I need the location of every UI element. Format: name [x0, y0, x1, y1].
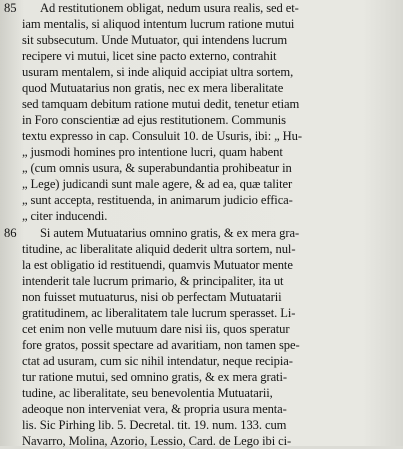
- paragraph-85-line: „ jusmodi homines pro intentione lucri, quam habent: [22, 145, 283, 159]
- paragraph-85-line: „ citer inducendi.: [22, 209, 108, 223]
- paragraph-85-line: iam mentalis, si aliquod intentum lucrum ratione mutui: [22, 17, 295, 31]
- paragraph-86-line: ctat ad usuram, cum sic nihil intendatur, neque recipia-: [22, 354, 293, 368]
- paragraph-86-line: Navarro, Molina, Azorio, Lessio, Card. de Lego ibi ci-: [22, 434, 292, 448]
- paragraph-85-line: „ (cum omnis usura, & superabundantia prohibeatur in: [22, 161, 292, 175]
- paragraph-86-line: intenderit tale lucrum primario, & principaliter, ita ut: [22, 274, 284, 288]
- paragraph-number: 85: [4, 1, 17, 15]
- paragraph-86-line: titudine, ac liberalitate aliquid dederit ultra sortem, nul-: [22, 242, 296, 256]
- paragraph-85-line: „ sunt accepta, restituenda, in animarum judicio effica-: [22, 193, 293, 207]
- paragraph-85-line: recipere vi mutui, licet sine pacto externo, contrahit: [22, 49, 277, 63]
- paragraph-85-line: textu expresso in cap. Consuluit 10. de Usuris, ibi: „ Hu-: [22, 129, 302, 143]
- paragraph-85-line: sed tamquam debitum ratione mutui dedit, tenetur etiam: [22, 97, 300, 111]
- paragraph-86-line: fore gratos, possit spectare ad avaritiam, non tamen spe-: [22, 338, 300, 352]
- paragraph-86-line: la est obligatio id restituendi, quamvis Mutuator mente: [22, 258, 293, 272]
- paragraph-85-line: „ Lege) judicandi sunt male agere, & ad ea, quæ taliter: [22, 177, 293, 191]
- paragraph-85-line: in Foro conscientiæ ad ejus restitutionem. Communis: [22, 113, 286, 127]
- paragraph-86-line: lis. Sic Pirhing lib. 5. Decretal. tit. 19. num. 133. cum: [22, 418, 287, 432]
- paragraph-86-line: tur ratione mutui, sed omnino gratis, & ex mera grati-: [22, 370, 287, 384]
- paragraph-85-line: 85 Ad restitutionem obligat, nedum usura realis, sed et-: [4, 1, 299, 15]
- paragraph-85-line: quod Mutuatarius non gratis, nec ex mera liberalitate: [22, 81, 284, 95]
- paragraph-86-line: non fuisset mutuaturus, nisi ob perfectam Mutuatarii: [22, 290, 282, 304]
- paragraph-86-line: gratitudinem, ac liberalitatem tale lucrum sperasset. Li-: [22, 306, 296, 320]
- paragraph-86-line: cet enim non velle mutuum dare nisi iis, quos speratur: [22, 322, 290, 336]
- paragraph-85-line: usuram mentalem, si inde aliquid accipiat ultra sortem,: [22, 65, 294, 79]
- paragraph-number: 86: [4, 226, 17, 240]
- paragraph-86-line: adeoque non interveniat vera, & propria usura menta-: [22, 402, 287, 416]
- paragraph-86-line: 86 Si autem Mutuatarius omnino gratis, & ex mera gra-: [4, 226, 300, 240]
- paragraph-85-line: sit subsecutum. Unde Mutuator, qui intendens lucrum: [22, 33, 288, 47]
- paragraph-86-line: tudine, ac liberalitate, seu benevolentia Mutuatarii,: [22, 386, 273, 400]
